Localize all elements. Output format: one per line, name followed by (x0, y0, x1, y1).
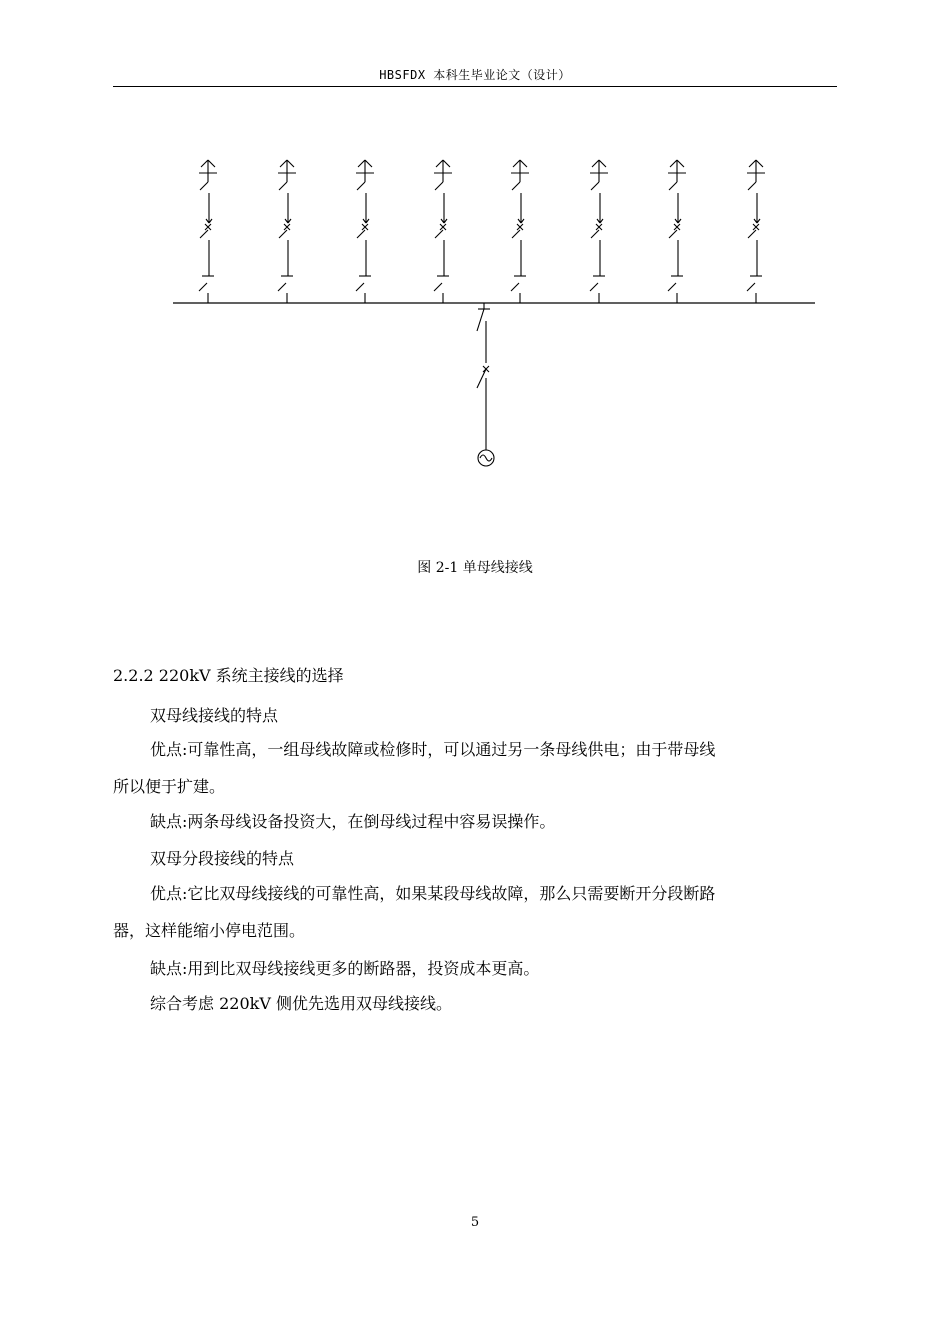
section-heading: 2.2.2 220kV 系统主接线的选择 (113, 666, 344, 685)
paragraph-line: 综合考虑 220kV 侧优先选用双母线接线。 (150, 994, 452, 1013)
page-header: HBSFDX 本科生毕业论文（设计） (379, 68, 571, 82)
paragraph-line: 所以便于扩建。 (113, 777, 226, 796)
paragraph-line: 优点:它比双母线接线的可靠性高，如果某段母线故障，那么只需要断开分段断路 (150, 884, 716, 903)
single-bus-wiring-diagram (0, 0, 950, 520)
paragraph (113, 803, 837, 840)
feeder-branch-6 (590, 160, 608, 303)
paragraph (113, 840, 837, 877)
feeder-branch-8 (747, 160, 765, 303)
source-branch (477, 303, 494, 466)
paragraph-line: 优点:可靠性高，一组母线故障或检修时，可以通过另一条母线供电；由于带母线 (150, 740, 716, 759)
paragraph-line: 缺点:用到比双母线接线更多的断路器，投资成本更高。 (150, 959, 540, 978)
paragraph (113, 985, 837, 1022)
feeder-branch-3 (356, 160, 374, 303)
feeder-branch-5 (511, 160, 529, 303)
paragraph-line: 缺点:两条母线设备投资大，在倒母线过程中容易误操作。 (150, 812, 556, 831)
feeder-branch-1 (199, 160, 217, 303)
paragraph-line: 器，这样能缩小停电范围。 (113, 921, 306, 940)
feeder-branch-7 (668, 160, 686, 303)
paragraph (113, 697, 837, 734)
page-number: 5 (470, 1215, 480, 1230)
feeder-branch-2 (278, 160, 296, 303)
paragraph (113, 731, 837, 805)
paragraph-line: 双母线接线的特点 (150, 706, 279, 725)
paragraph-line: 双母分段接线的特点 (150, 849, 295, 868)
paragraph (113, 875, 837, 949)
feeder-branch-4 (434, 160, 452, 303)
figure-caption: 图 2-1 单母线接线 (417, 560, 533, 576)
paragraph (113, 950, 837, 987)
